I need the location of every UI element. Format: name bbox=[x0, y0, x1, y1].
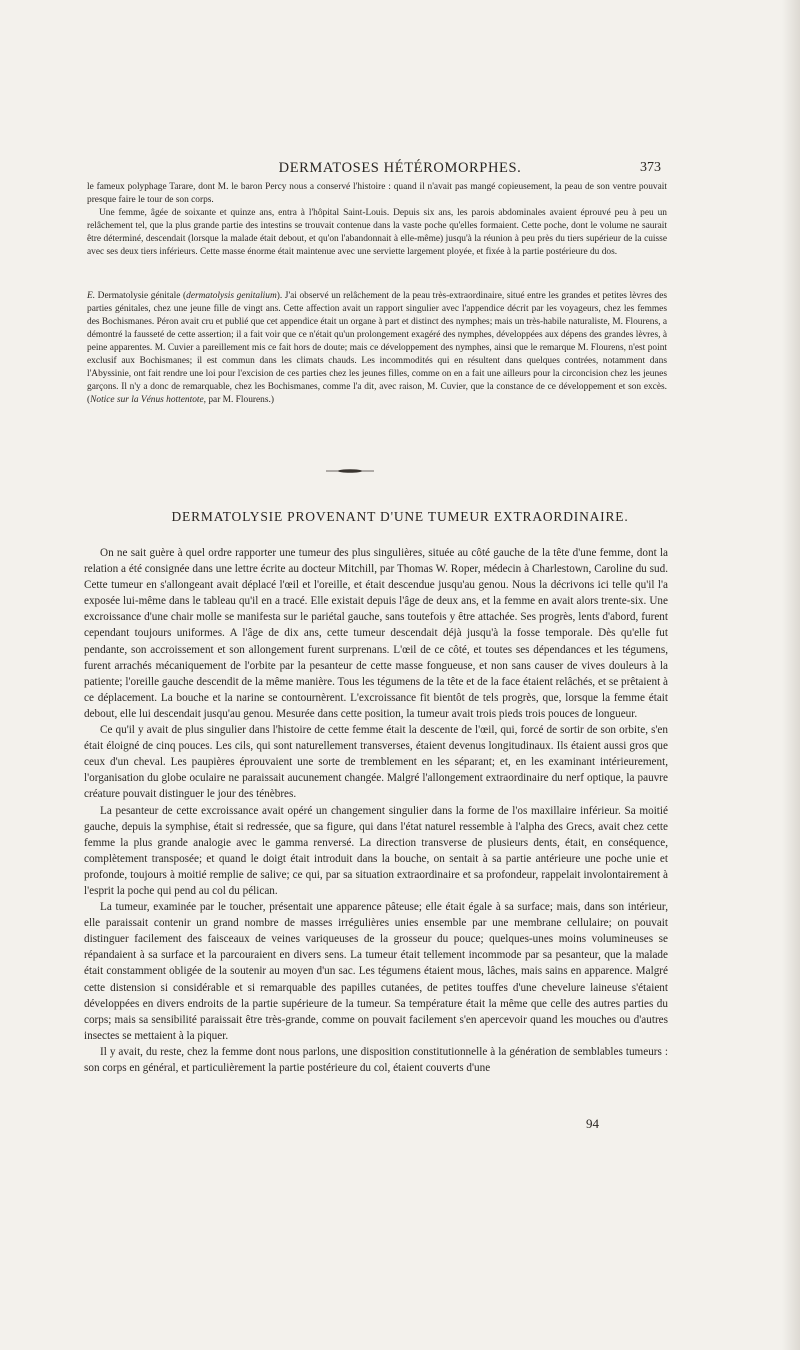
main-paragraph: Il y avait, du reste, chez la femme dont nous parlons, une disposition constitutionnelle à la génération de semblables tumeurs : son corps en général, et particulièrement la partie postérieure du col, étaient couverts d'une bbox=[84, 1045, 668, 1074]
main-text bbox=[84, 545, 668, 1076]
section-e-block bbox=[87, 290, 667, 407]
section-e-tail: , par M. Flourens.) bbox=[203, 395, 274, 405]
page-edge-shadow bbox=[782, 0, 800, 1350]
section-e-paragraph bbox=[87, 290, 667, 407]
page-number: 373 bbox=[640, 160, 661, 175]
main-paragraph: La tumeur, examinée par le toucher, présentait une apparence pâteuse; elle était égale à sa surface; mais, dans son intérieur, elle paraissait contenir un grand nombre de masses irrégulières unies ensemble par une membrane cellulaire; on pouvait distinguer facilement des faisceaux de veines variqueuses de la grosseur du pouce; quelques-unes moins volumineuses se répandaient à sa surface et la parcouraient en divers sens. La tumeur était tellement incommode par sa pesanteur, que la malade était constamment obligée de la soutenir au moyen d'un sac. Les tégumens étaient mous, lâches, mais sains en apparence. Malgré cette distension si considérable et si remarquable des papilles cutanées, de petites touffes d'une chevelure laineuse s'étaient développées en divers endroits de la partie supérieure de la tumeur. Sa température était la même que celle des autres parties du corps; mais sa sensibilité paraissait être très-grande, comme on pouvait facilement s'en apercevoir quand les mouches ou d'autres insectes se mettaient à la piquer. bbox=[84, 901, 668, 1042]
continuation-paragraph: Une femme, âgée de soixante et quinze ans, entra à l'hôpital Saint-Louis. Depuis six ans, les parois abdominales avaient éprouvé peu à peu un relâchement tel, que la plus grande partie des intestins se trouvait contenue dans la vaste poche qu'elles formaient. Cette poche, dont le volume ne saurait être déterminé, descendait (lorsque la malade était debout, et qu'on l'abandonnait à elle-même) jusqu'à la réunion à peu près du tiers supérieur de la cuisse avec ses deux tiers inférieurs. Cette masse énorme était maintenue avec une serviette largement ployée, et fixée à la partie postérieure du dos. bbox=[87, 208, 667, 257]
section-e-body: ). J'ai observé un relâchement de la peau très-extraordinaire, situé entre les grandes et petites lèvres des parties génitales, chez une jeune fille de vingt ans. Cette affection avait un rapport singulier avec l'appendice décrit par les voyageurs, chez les femmes des Bochismanes. Péron avait cru et publié que cet appendice était un organe à part et distinct des nymphes; mais un très-habile naturaliste, M. Flourens, a démontré la fausseté de cette assertion; il a fait voir que ce n'était qu'un prolongement exagéré des nymphes, développées aux dépens des grandes lèvres, à peine apparentes. M. Cuvier a pareillement mis ce fait hors de doute; mais ce développement des nymphes, ainsi que le remarque M. Flourens, n'est point exclusif aux Bochismanes; il est commun dans les climats chauds. Les incommodités qui en résultent dans quelques contrées, notamment dans l'Abyssinie, ont fait rendre une loi pour l'excision de ces parties chez les jeunes filles, comme on en a fait une ailleurs pour la circoncision chez les jeunes garçons. Il n'y a donc de remarquable, chez les Bochismanes, comme l'a dit, avec raison, M. Cuvier, que la constance de ce développement et son excès. ( bbox=[87, 291, 668, 405]
section-e-lead: Dermatolysie génitale ( bbox=[97, 291, 187, 301]
continuation-paragraph: le fameux polyphage Tarare, dont M. le baron Percy nous a conservé l'histoire : quand il n'avait pas mangé copieusement, la peau de son ventre pouvait presque faire le tour de son corps. bbox=[87, 182, 667, 205]
continuation-block bbox=[87, 181, 667, 259]
signature-mark: 94 bbox=[586, 1116, 599, 1131]
main-paragraph: Ce qu'il y avait de plus singulier dans l'histoire de cette femme était la descente de l'œil, qui, forcé de sortir de son orbite, s'en était éloigné de cinq pouces. Les cils, qui sont naturellement transverses, étaient devenus longitudinaux. Ils étaient aussi gros que ceux d'un cheval. Les paupières éprouvaient une sorte de tremblement en les séparant; et, en les examinant intérieurement, l'organisation du globe oculaire ne paraissait aucunement changée. Malgré l'allongement extraordinaire du nerf optique, la pauvre créature pouvait distinguer le jour des ténèbres. bbox=[84, 724, 668, 801]
section-e-letter: E. bbox=[87, 291, 96, 301]
main-paragraph: On ne sait guère à quel ordre rapporter une tumeur des plus singulières, située au côté gauche de la tête d'une femme, dont la relation a été consignée dans une lettre écrite au docteur Mitchill, par Thomas W. Roper, médecin à Charlestown, Caroline du sud. Cette tumeur en s'allongeant avait déplacé l'œil et l'oreille, et était descendue jusqu'au genou. Nous la décrivons ici telle qu'il l'a exposée lui-même dans le tableau qu'il en a tracé. Elle existait depuis l'âge de deux ans, et la femme en avait alors trente-six. Une excroissance d'une chair molle se manifesta sur le pariétal gauche, sans toutefois y être attachée. Ses progrès, lents d'abord, furent cependant toujours uniformes. A l'âge de dix ans, cette tumeur descendait déjà jusqu'à la fosse temporale. Dès qu'elle fut pendante, son accroissement et son allongement furent surprenans. L'œil de ce côté, et toutes ses dépendances et les tégumens, furent arrachés mécaniquement de l'orbite par la pesanteur de cette masse fongueuse, et non sans causer de vives douleurs à la patiente; l'oreille gauche descendit de la même manière. Tous les tégumens de la tête et de la face étaient relâchés, et se prêtaient à ce déplacement. La bouche et la narine se contournèrent. L'excroissance fit bientôt de tels progrès, que, lorsque la femme était debout, elle lui descendait jusqu'au genou. Mesurée dans cette position, la tumeur avait trois pieds trois pouces de longueur. bbox=[84, 547, 668, 720]
main-paragraph: La pesanteur de cette excroissance avait opéré un changement singulier dans la forme de l'os maxillaire inférieur. Sa moitié gauche, depuis la symphise, était si redressée, que sa figure, qui dans l'état naturel ressemble à l'alpha des Grecs, avait chez cette femme la plus grande analogie avec le gamma renversé. La direction transverse de plusieurs dents, était, en conséquence, complètement transposée; et quand le doigt était introduit dans la bouche, on sentait à sa partie antérieure une poche unie et profonde, toujours à moitié remplie de salive; ce qui, par sa situation extraordinaire et sa profondeur, rappelait involontairement à l'esprit la poche qui pend au col du pélican. bbox=[84, 804, 668, 897]
section-e-latin: dermatolysis genitalium bbox=[186, 291, 277, 301]
section-e-notice: Notice sur la Vénus hottentote bbox=[90, 395, 204, 405]
ornament-divider-icon bbox=[326, 468, 374, 474]
section-title: DERMATOLYSIE PROVENANT D'UNE TUMEUR EXTRAORDINAIRE. bbox=[171, 509, 629, 524]
running-head: DERMATOSES HÉTÉROMORPHES. bbox=[278, 160, 522, 176]
